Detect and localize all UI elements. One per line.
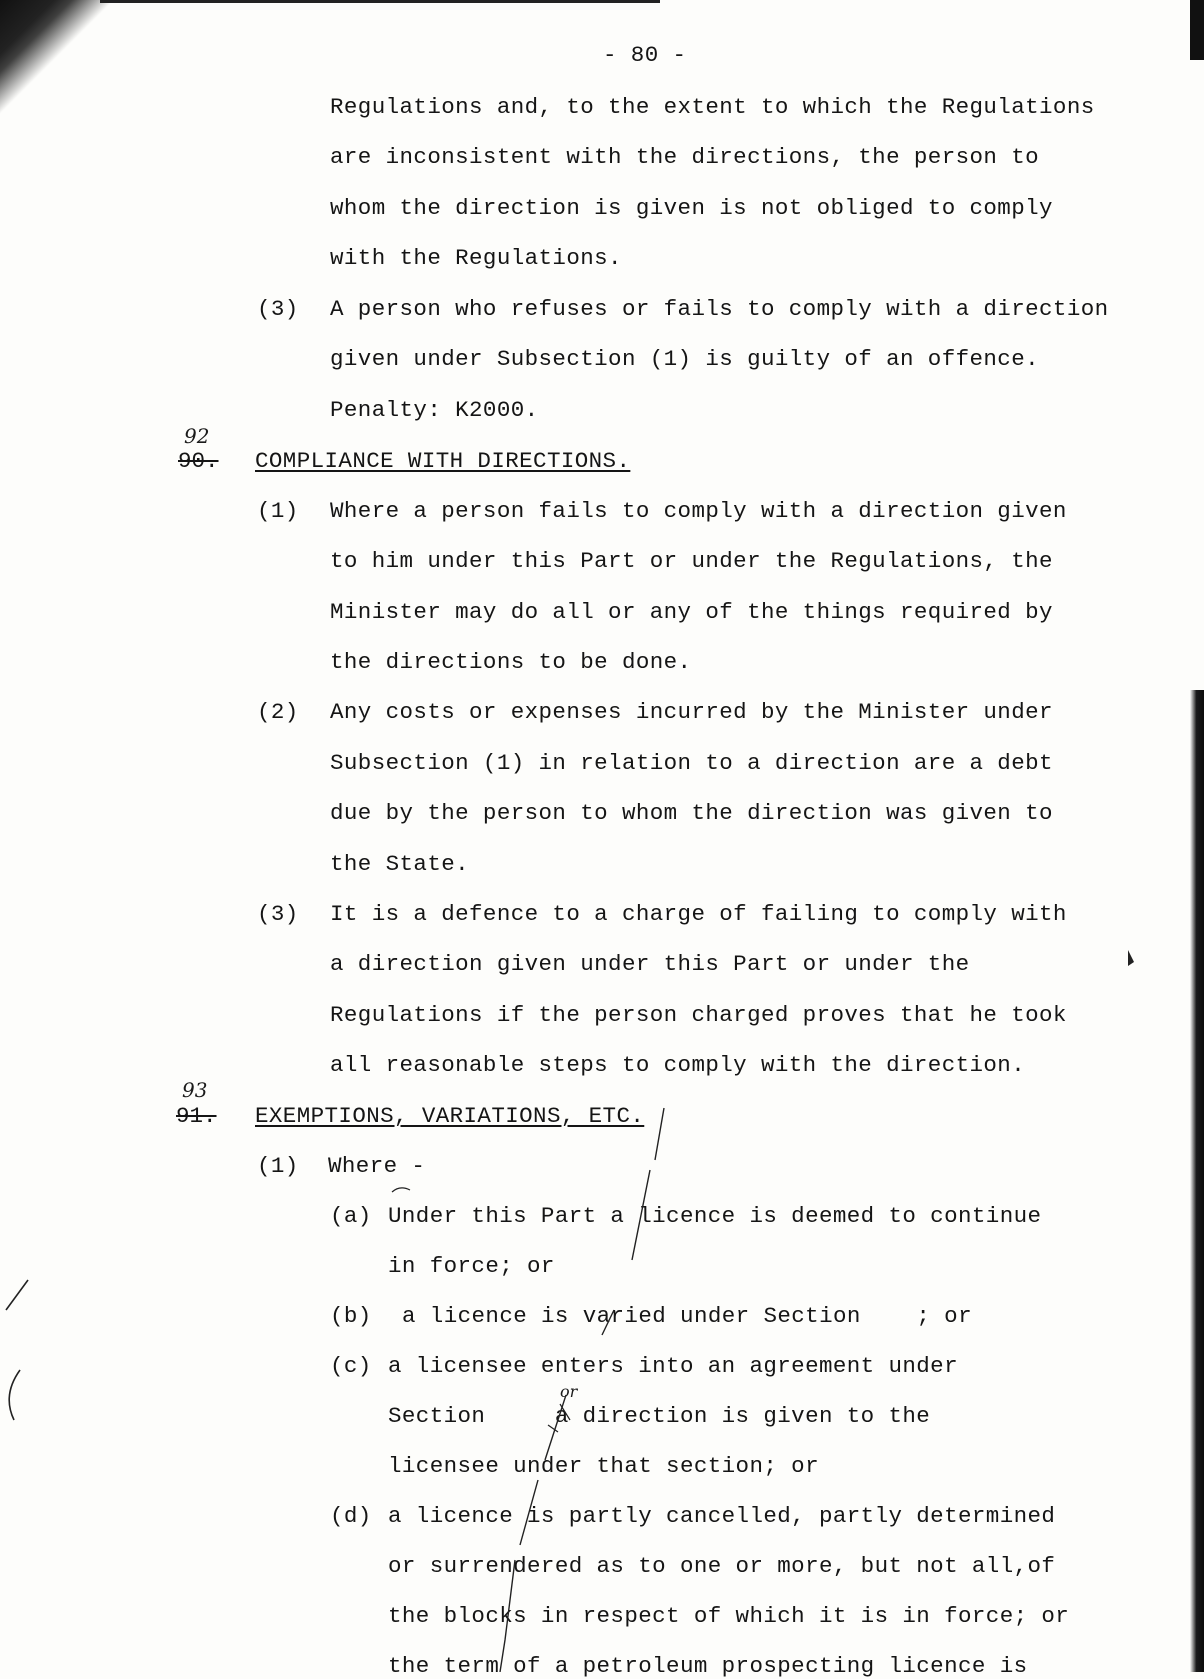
penalty-text: Penalty: K2000. <box>330 397 539 423</box>
item-label: (c) <box>330 1353 372 1379</box>
cut-off-text: the term of a petroleum prospecting licence is <box>388 1653 1028 1679</box>
subsection-number: (3) <box>257 901 299 927</box>
item-label: (b) <box>330 1303 372 1329</box>
item-label: (a) <box>330 1203 372 1229</box>
page-number: - 80 - <box>603 42 687 68</box>
continuation-line: with the Regulations. <box>330 245 622 271</box>
continuation-line: are inconsistent with the directions, the person to <box>330 144 1040 170</box>
item-text: a licence is partly cancelled, partly determined <box>388 1503 1056 1529</box>
subsection-text: all reasonable steps to comply with the direction. <box>330 1052 1026 1078</box>
handwritten-or-insert: or <box>560 1382 578 1401</box>
section-heading-exemptions: EXEMPTIONS, VARIATIONS, ETC. <box>255 1103 645 1129</box>
subsection-text: a direction given under this Part or under the <box>330 951 970 977</box>
subsection-text: to him under this Part or under the Regulations, the <box>330 548 1053 574</box>
pen-stroke <box>392 1188 410 1192</box>
subsection-text: due by the person to whom the direction was given to <box>330 800 1053 826</box>
item-text: the blocks in respect of which it is in force; or <box>388 1603 1070 1629</box>
section-heading-compliance: COMPLIANCE WITH DIRECTIONS. <box>255 448 631 474</box>
continuation-line: Regulations and, to the extent to which the Regulations <box>330 94 1095 120</box>
item-text: or surrendered as to one or more, but not all,of <box>388 1553 1056 1579</box>
item-text: licensee under that section; or <box>388 1453 819 1479</box>
struck-section-number: 90. <box>178 448 219 474</box>
subsection-intro: Where - <box>328 1153 426 1179</box>
subsection-text: Where a person fails to comply with a direction given <box>330 498 1067 524</box>
subsection-number: (1) <box>257 498 299 524</box>
subsection-text: Regulations if the person charged proves that he took <box>330 1002 1067 1028</box>
handwritten-section-number: 93 <box>182 1078 208 1102</box>
item-text: in force; or <box>388 1253 555 1279</box>
subsection-text: the State. <box>330 851 470 877</box>
item-label: (d) <box>330 1503 372 1529</box>
pen-stroke <box>6 1280 28 1310</box>
pen-stroke <box>9 1370 20 1420</box>
continuation-line: whom the direction is given is not obliged to comply <box>330 195 1053 221</box>
subsection-text: It is a defence to a charge of failing to comply with <box>330 901 1067 927</box>
item-text: a licence is varied under Section ; or <box>402 1303 972 1329</box>
struck-section-number: 91. <box>176 1103 217 1129</box>
item-text: a licensee enters into an agreement under <box>388 1353 958 1379</box>
subsection-text: Subsection (1) in relation to a direction are a debt <box>330 750 1053 776</box>
subsection-number: (2) <box>257 699 299 725</box>
handwritten-section-number: 92 <box>184 424 210 448</box>
pen-stroke <box>500 1108 664 1672</box>
subsection-text: the directions to be done. <box>330 649 692 675</box>
subsection-text: given under Subsection (1) is guilty of an offence. <box>330 346 1040 372</box>
item-text: Section a direction is given to the <box>388 1403 931 1429</box>
subsection-number: (3) <box>257 296 299 322</box>
subsection-text: Minister may do all or any of the things required by <box>330 599 1053 625</box>
subsection-text: Any costs or expenses incurred by the Minister under <box>330 699 1053 725</box>
item-text: Under this Part a licence is deemed to continue <box>388 1203 1042 1229</box>
pen-dot <box>1128 950 1134 966</box>
subsection-text: A person who refuses or fails to comply with a direction <box>330 296 1109 322</box>
subsection-number: (1) <box>257 1153 299 1179</box>
